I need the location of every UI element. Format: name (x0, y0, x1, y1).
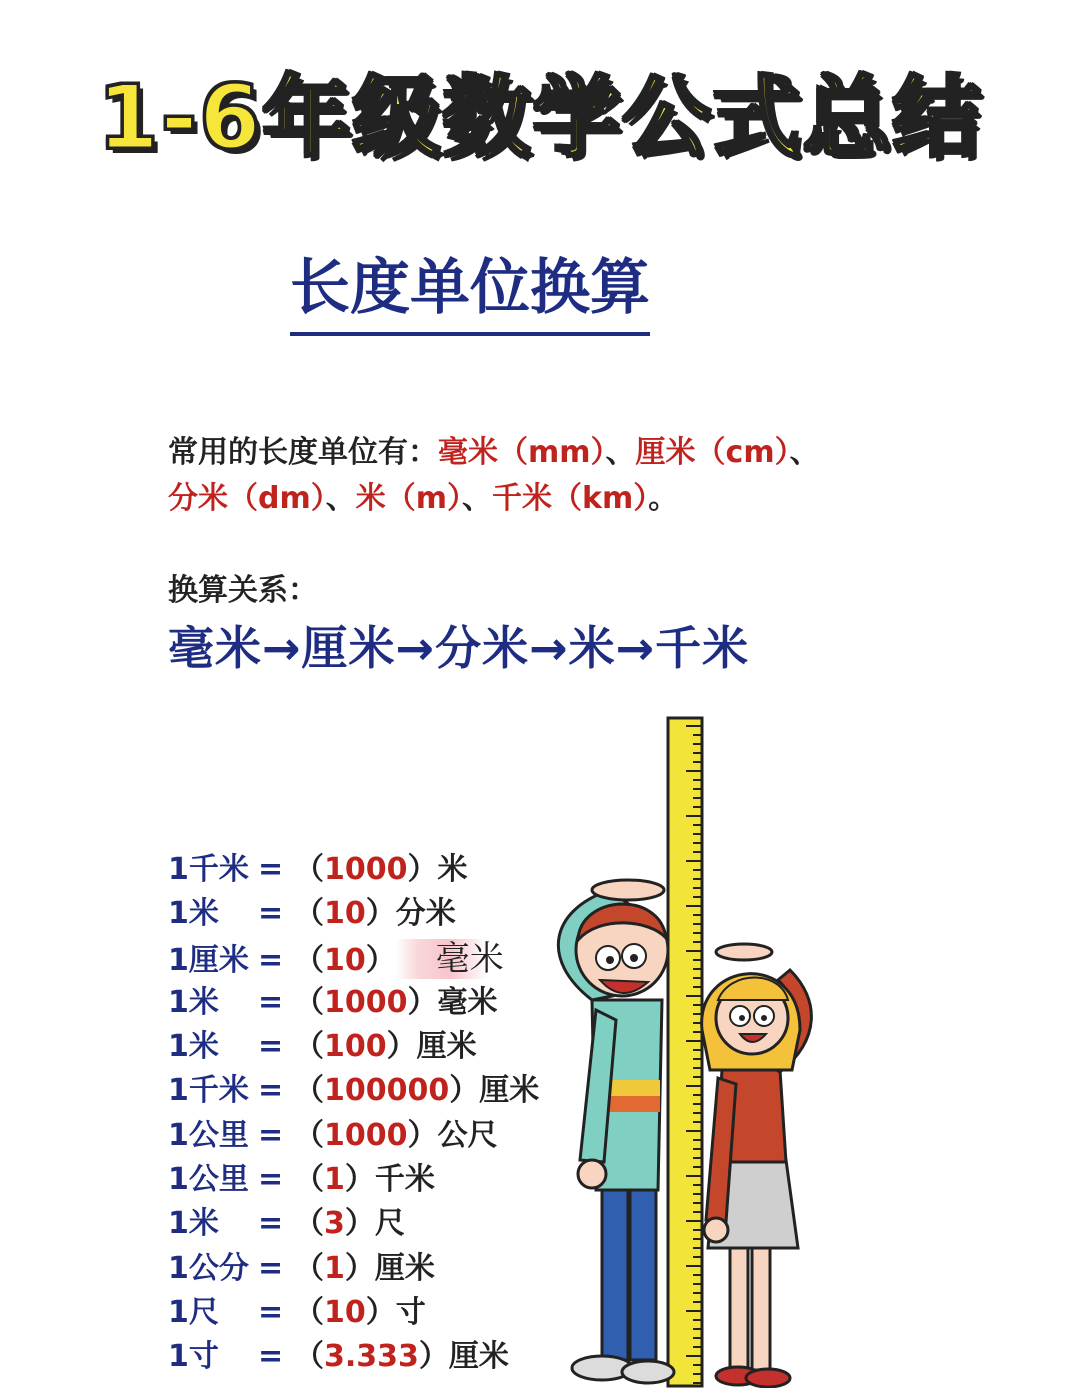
conversion-eq: = (258, 1339, 284, 1375)
conversion-lhs: 1尺 (168, 1294, 219, 1330)
conversion-row (168, 937, 539, 981)
page-title: 1-6年级数学公式总结 (97, 66, 983, 169)
paren-open: （ (294, 942, 324, 978)
paren-close: ） (365, 1294, 396, 1330)
conversion-row (168, 1335, 539, 1379)
conversion-eq: = (258, 984, 284, 1020)
conversion-unit: 千米 (374, 1162, 435, 1198)
units-intro-prefix: 常用的长度单位有： (168, 435, 438, 470)
ruler-icon (668, 718, 702, 1386)
paren-close: ） (449, 1073, 480, 1109)
paren-open: （ (294, 984, 324, 1020)
conversion-unit: 寸 (395, 1294, 426, 1330)
section-title: 长度单位换算 (290, 240, 650, 336)
conversion-value: 3 (324, 1206, 345, 1242)
conversion-row (168, 1291, 539, 1335)
paren-open: （ (294, 1250, 324, 1286)
conversion-value: 1 (324, 1250, 345, 1286)
paren-close: ） (407, 1117, 438, 1153)
unit-km: 千米（km） (492, 481, 649, 516)
conversion-lhs: 1米 (168, 896, 219, 932)
conversion-lhs: 1千米 (168, 1073, 249, 1109)
conversion-value: 10 (324, 1294, 366, 1330)
conversion-lhs: 1米 (168, 1029, 219, 1065)
conversion-row (168, 1069, 539, 1113)
conversion-value: 1000 (324, 852, 408, 887)
end-mark: 。 (648, 481, 679, 516)
conversion-eq: = (258, 1073, 284, 1109)
conversion-value: 3.333 (324, 1339, 419, 1375)
conversion-eq: = (258, 942, 284, 978)
paren-open: （ (294, 1206, 324, 1242)
conversion-value: 10 (324, 896, 366, 932)
conversion-value: 1000 (324, 1117, 408, 1153)
conversion-eq: = (258, 1250, 284, 1286)
conversion-unit: 米 (437, 852, 468, 887)
conversion-eq: = (258, 1162, 284, 1198)
kids-ruler-illustration (530, 700, 850, 1388)
conversion-row (168, 848, 539, 892)
conversion-lhs: 1厘米 (168, 942, 249, 978)
relation-chain: 毫米→厘米→分米→米→千米 (168, 621, 750, 675)
paren-open: （ (294, 1339, 324, 1375)
paren-close: ） (365, 896, 396, 932)
conversion-eq: = (258, 896, 284, 932)
conversion-row (168, 1158, 539, 1202)
conversion-lhs: 1公里 (168, 1117, 249, 1153)
conversion-unit: 厘米 (479, 1073, 540, 1109)
conversion-row (168, 1114, 539, 1158)
sep: 、 (605, 435, 636, 470)
units-intro (168, 430, 928, 522)
paren-close: ） (407, 852, 438, 887)
conversion-value: 1000 (324, 984, 408, 1020)
conversion-value: 100 (324, 1029, 387, 1065)
conversion-lhs: 1米 (168, 1206, 219, 1242)
conversion-unit: 尺 (374, 1206, 405, 1242)
conversion-row (168, 1025, 539, 1069)
boy-figure (558, 880, 674, 1383)
sep: 、 (462, 481, 492, 516)
conversion-unit: 厘米 (448, 1339, 509, 1375)
paren-close: ） (344, 1250, 375, 1286)
conversion-unit: 厘米 (416, 1029, 477, 1065)
conversion-unit: 公尺 (437, 1117, 498, 1153)
conversion-value: 10 (324, 942, 366, 978)
conversion-list (168, 848, 539, 1380)
unit-dm: 分米（dm） (168, 481, 326, 516)
relation-label: 换算关系： (168, 573, 318, 608)
conversion-unit: 分米 (395, 896, 456, 932)
conversion-eq: = (258, 1029, 284, 1065)
conversion-unit: 毫米 (396, 939, 504, 979)
unit-cm: 厘米（cm） (635, 435, 790, 470)
paren-open: （ (294, 1029, 324, 1065)
paren-open: （ (294, 1117, 324, 1153)
conversion-value: 1 (324, 1162, 345, 1198)
conversion-row (168, 1202, 539, 1246)
conversion-lhs: 1公里 (168, 1162, 249, 1198)
conversion-unit: 毫米 (437, 984, 498, 1020)
paren-open: （ (294, 1294, 324, 1330)
conversion-lhs: 1千米 (168, 852, 249, 887)
paren-open: （ (294, 1073, 324, 1109)
paren-close: ） (418, 1339, 449, 1375)
paren-open: （ (294, 852, 324, 887)
sep: 、 (789, 435, 820, 470)
conversion-unit: 厘米 (374, 1250, 435, 1286)
unit-m: 米（m） (355, 481, 462, 516)
conversion-value: 100000 (324, 1073, 450, 1109)
conversion-eq: = (258, 1294, 284, 1330)
paren-close: ） (344, 1206, 375, 1242)
unit-mm: 毫米（mm） (438, 435, 606, 470)
conversion-lhs: 1公分 (168, 1250, 249, 1286)
conversion-row (168, 981, 539, 1025)
paren-open: （ (294, 896, 324, 932)
paren-close: ） (344, 1162, 375, 1198)
conversion-lhs: 1米 (168, 984, 219, 1020)
sep: 、 (325, 481, 356, 516)
conversion-row (168, 892, 539, 936)
conversion-eq: = (258, 1117, 284, 1153)
girl-figure (702, 944, 812, 1387)
conversion-eq: = (258, 1206, 284, 1242)
paren-close: ） (407, 984, 438, 1020)
conversion-row (168, 1247, 539, 1291)
paren-open: （ (294, 1162, 324, 1198)
conversion-eq: = (258, 852, 284, 887)
paren-close: ） (386, 1029, 417, 1065)
conversion-lhs: 1寸 (168, 1339, 219, 1375)
paren-close: ） (365, 942, 396, 978)
